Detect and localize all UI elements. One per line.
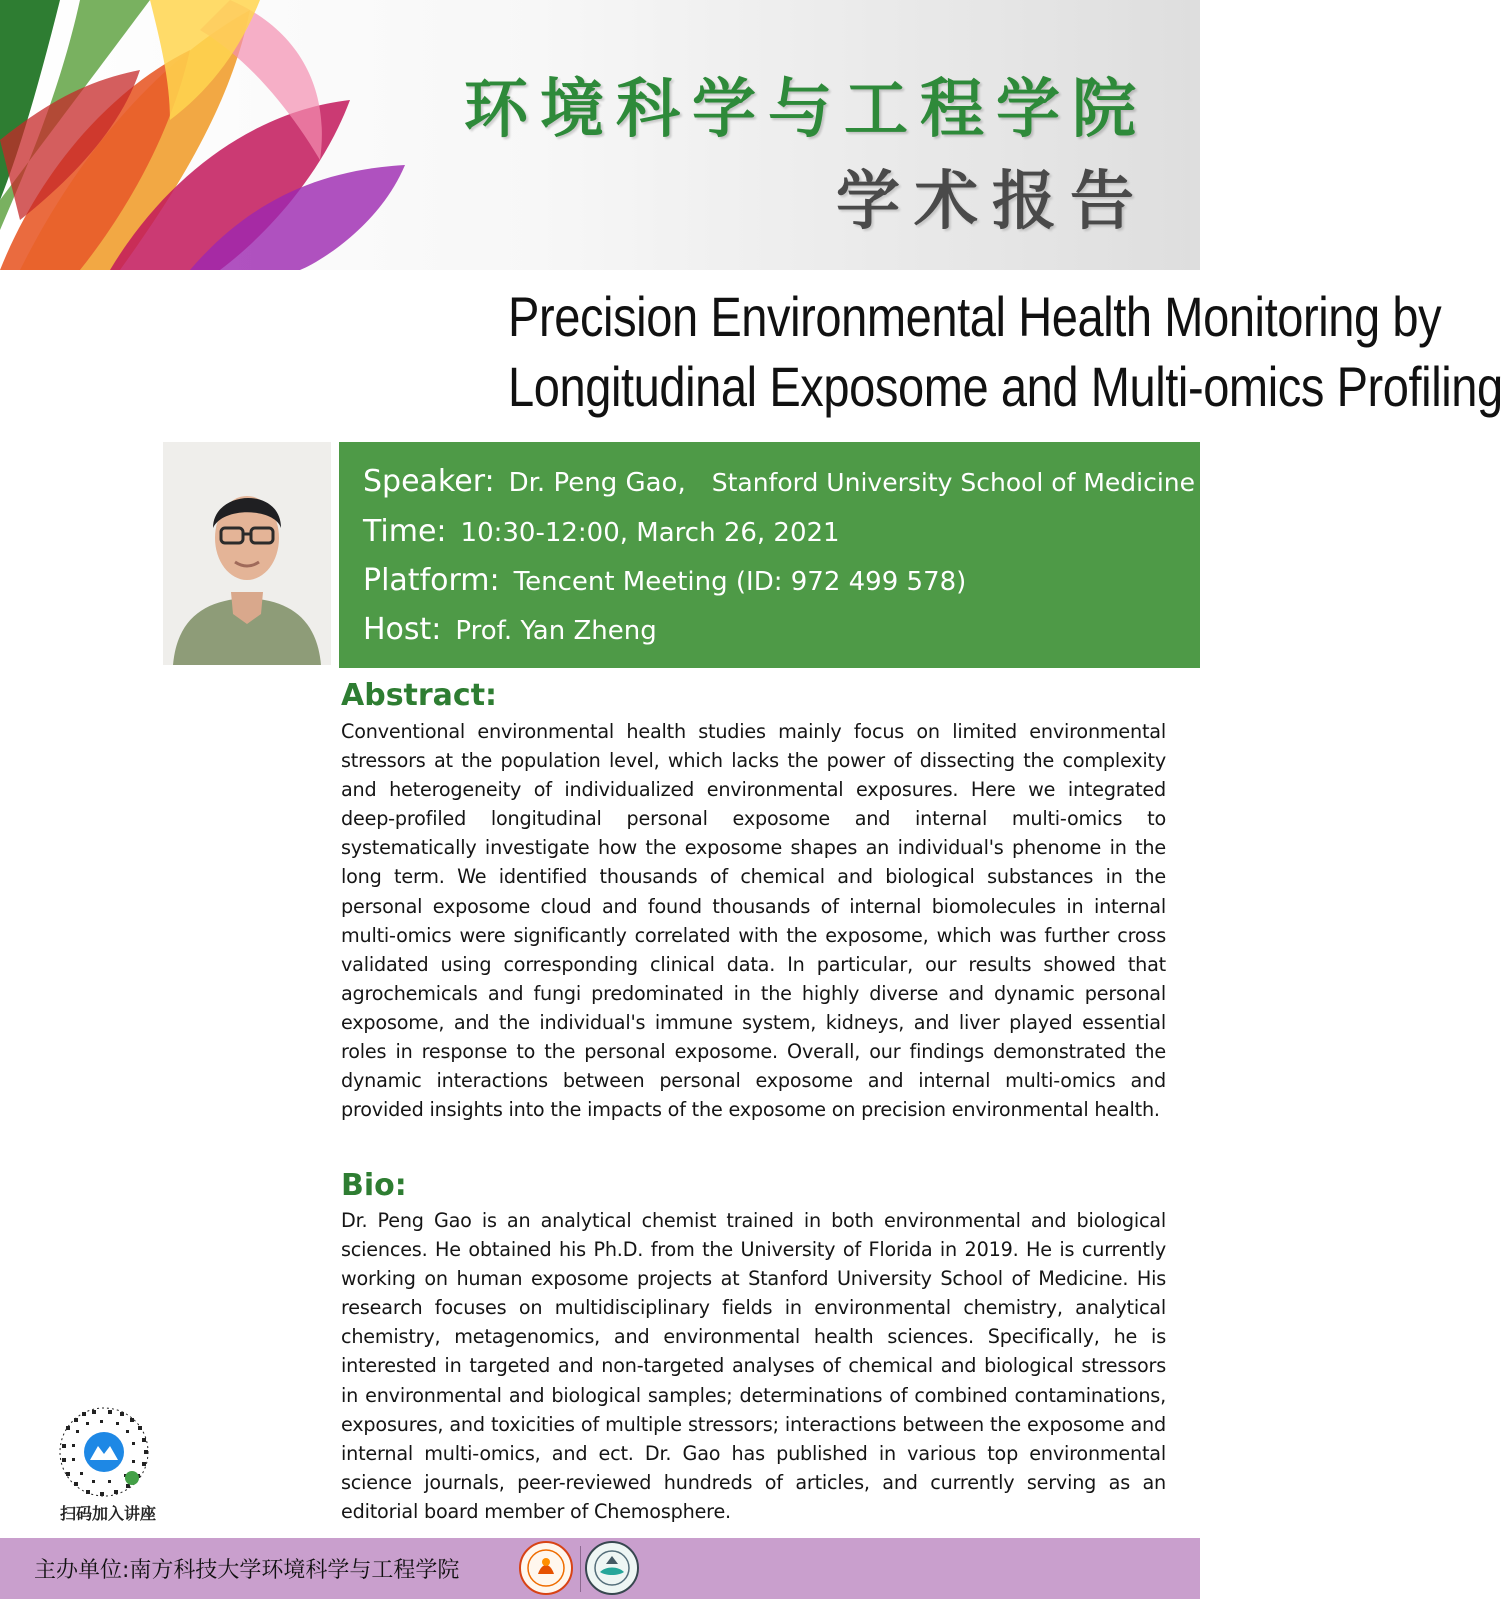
host-label: Host: <box>363 612 442 647</box>
organizer-text: 主办单位:南方科技大学环境科学与工程学院 <box>34 1558 460 1583</box>
time-value: 10:30-12:00, March 26, 2021 <box>460 518 840 548</box>
time-row <box>363 512 840 553</box>
talk-info-box <box>339 442 1200 668</box>
platform-label: Platform: <box>363 563 500 598</box>
abstract-heading: Abstract: <box>341 678 498 713</box>
qr-caption: 扫码加入讲座 <box>59 1504 156 1523</box>
speaker-affiliation: Stanford University School of Medicine <box>711 468 1196 497</box>
speaker-portrait-icon <box>163 442 331 665</box>
school-seal-icon <box>584 1540 640 1596</box>
platform-value: Tencent Meeting (ID: 972 499 578) <box>513 567 967 597</box>
platform-row <box>363 561 966 602</box>
flower-petal-graphic <box>0 0 420 270</box>
qr-code-icon[interactable] <box>56 1404 152 1500</box>
speaker-row <box>363 462 1195 503</box>
logo-divider <box>580 1546 581 1592</box>
speaker-photo <box>163 442 331 665</box>
talk-title-line1: Precision Environmental Health Monitoring by <box>508 285 1442 348</box>
talk-title <box>508 282 1503 422</box>
bio-heading: Bio: <box>341 1168 407 1203</box>
host-value: Prof. Yan Zheng <box>455 616 657 646</box>
university-seal-icon <box>518 1540 574 1596</box>
header-banner <box>0 0 1200 270</box>
bio-text: Dr. Peng Gao is an analytical chemist trained in both environmental and biological sciences. He obtained his Ph.D. from the University of Florida in 2019. He is currently working on human exposome projects at Stanford University School of Medicine. His research focuses on multidisciplinary fields in environmental chemistry, analytical chemistry, metagenomics, and environmental health sciences. Specifically, he is interested in targeted and non-targeted analyses of chemical and biological stressors in environmental and biological samples; determinations of combined contaminations, exposures, and toxicities of multiple stressors; interactions between the exposome and internal multi-omics, and ect. Dr. Gao has published in various top environmental science journals, peer-reviewed hundreds of articles, and currently serving as an editorial board member of Chemosphere. <box>341 1209 1166 1523</box>
event-type-title: 学术报告 <box>836 164 1148 239</box>
host-row <box>363 610 657 651</box>
abstract-text: Conventional environmental health studies mainly focus on limited environmental stressors at the population level, which lacks the power of dissecting the complexity and heterogeneity of individualized environmental exposures. Here we integrated deep-profiled longitudinal personal exposome and internal multi-omics to systematically investigate how the exposome shapes an individual's phenome in the long term. We identified thousands of chemical and biological substances in the personal exposome cloud and found thousands of internal biomolecules in internal multi-omics were significantly correlated with the exposome, which was further cross validated using corresponding clinical data. In particular, our results showed that agrochemicals and fungi predominated in the highly diverse and dynamic personal exposome, and the individual's immune system, kidneys, and liver played essential roles in response to the personal exposome. Overall, our findings demonstrated the dynamic interactions between personal exposome and internal multi-omics and provided insights into the impacts of the exposome on precision environmental health. <box>341 720 1166 1122</box>
talk-title-line2: Longitudinal Exposome and Multi-omics Profiling <box>508 355 1503 418</box>
speaker-name: Dr. Peng Gao, <box>508 468 686 498</box>
time-label: Time: <box>363 514 447 549</box>
college-title: 环境科学与工程学院 <box>464 72 1148 147</box>
speaker-label: Speaker: <box>363 464 495 499</box>
